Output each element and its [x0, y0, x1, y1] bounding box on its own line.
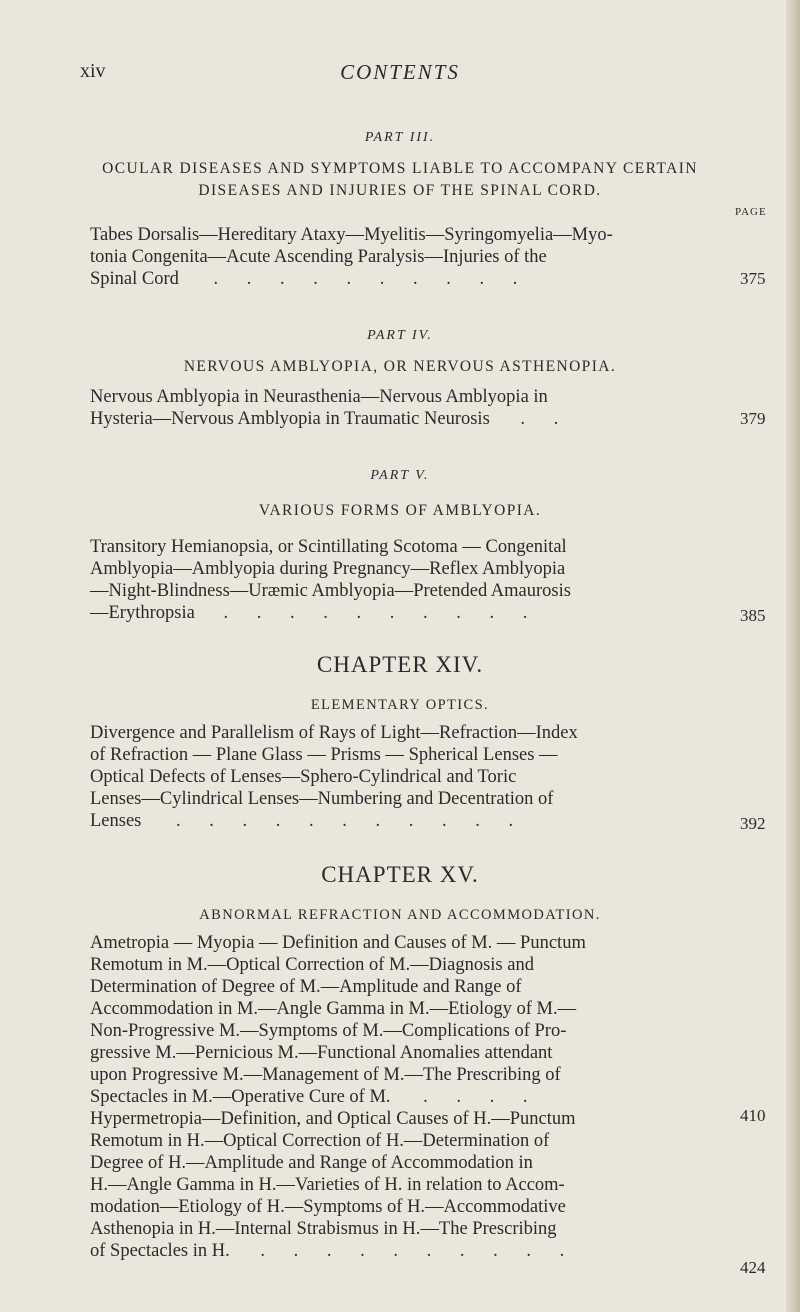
chapter-15-entry-hypermetropia [90, 1108, 710, 1262]
running-title: CONTENTS [340, 60, 460, 84]
entry-line: H.—Angle Gamma in H.—Varieties of H. in relation to Accom- [90, 1175, 565, 1195]
leader-dots: . . [520, 409, 571, 429]
entry-line: Degree of H.—Amplitude and Range of Accommodation in [90, 1153, 533, 1173]
chapter-15-heading: ABNORMAL REFRACTION AND ACCOMMODATION. [199, 907, 601, 923]
entry-line: Asthenopia in H.—Internal Strabismus in H.—The Prescribing [90, 1219, 557, 1239]
chapter-14-title: CHAPTER XIV. [316, 652, 484, 677]
page-ref-379: 379 [740, 409, 766, 428]
entry-line: Determination of Degree of M.—Amplitude and Range of [90, 977, 522, 997]
part-3-entry [90, 224, 710, 290]
part-5-heading: VARIOUS FORMS OF AMBLYOPIA. [258, 502, 542, 519]
entry-line: Ametropia — Myopia — Definition and Causes of M. — Punctum [90, 933, 586, 953]
chapter-14-heading: ELEMENTARY OPTICS. [310, 697, 490, 713]
part-4-entry [90, 386, 710, 430]
entry-line: Amblyopia—Amblyopia during Pregnancy—Reflex Amblyopia [90, 559, 566, 579]
part-3-heading-line2: DISEASES AND INJURIES OF THE SPINAL CORD. [198, 182, 602, 199]
leader-dots: . . . . [423, 1087, 540, 1107]
entry-line: Lenses—Cylindrical Lenses—Numbering and Decentration of [90, 789, 554, 809]
leader-dots: . . . . . . . . . . [213, 269, 530, 289]
entry-line: of Refraction — Plane Glass — Prisms — Spherical Lenses — [90, 745, 558, 765]
page-number: xiv [80, 60, 106, 82]
part-4-label: PART IV. [367, 328, 433, 343]
entry-line: Lenses [90, 811, 142, 831]
entry-line: of Spectacles in H. [90, 1241, 230, 1261]
entry-line: tonia Congenita—Acute Ascending Paralysis—Injuries of the [90, 247, 547, 267]
part-5-label: PART V. [370, 468, 430, 483]
entry-line: Tabes Dorsalis—Hereditary Ataxy—Myelitis—Syringomyelia—Myo- [90, 225, 613, 245]
entry-line: —Erythropsia [90, 603, 195, 623]
page-ref-385: 385 [740, 606, 766, 625]
chapter-14-entry [90, 722, 710, 832]
entry-line: Accommodation in M.—Angle Gamma in M.—Etiology of M.— [90, 999, 577, 1019]
part-5-entry [90, 536, 710, 624]
leader-dots: . . . . . . . . . . . [176, 811, 526, 831]
part-4-heading: NERVOUS AMBLYOPIA, OR NERVOUS ASTHENOPIA. [183, 358, 617, 375]
page-column-label: PAGE [735, 206, 767, 218]
entry-line: Hypermetropia—Definition, and Optical Causes of H.—Punctum [90, 1109, 576, 1129]
page-ref-424: 424 [740, 1258, 766, 1277]
page-ref-410: 410 [740, 1106, 766, 1125]
chapter-15-entry-myopia [90, 932, 710, 1108]
entry-line: Spinal Cord [90, 269, 179, 289]
part-3-heading-line1: OCULAR DISEASES AND SYMPTOMS LIABLE TO ACCOMPANY CERTAIN [102, 160, 698, 177]
entry-line: Remotum in H.—Optical Correction of H.—Determination of [90, 1131, 550, 1151]
entry-line: gressive M.—Pernicious M.—Functional Anomalies attendant [90, 1043, 553, 1063]
entry-line: Hysteria—Nervous Amblyopia in Traumatic Neurosis [90, 409, 490, 429]
part-3-label: PART III. [364, 130, 436, 145]
entry-line: Optical Defects of Lenses—Sphero-Cylindrical and Toric [90, 767, 517, 787]
entry-line: —Night-Blindness—Uræmic Amblyopia—Pretended Amaurosis [90, 581, 571, 601]
entry-line: modation—Etiology of H.—Symptoms of H.—Accommodative [90, 1197, 566, 1217]
page-ref-392: 392 [740, 814, 766, 833]
entry-line: Nervous Amblyopia in Neurasthenia—Nervous Amblyopia in [90, 387, 548, 407]
entry-line: Transitory Hemianopsia, or Scintillating Scotoma — Congenital [90, 537, 567, 557]
part-3-heading [60, 158, 740, 202]
entry-line: Non-Progressive M.—Symptoms of M.—Complications of Pro- [90, 1021, 567, 1041]
entry-line: Divergence and Parallelism of Rays of Light—Refraction—Index [90, 723, 578, 743]
running-head [0, 60, 800, 90]
entry-line: upon Progressive M.—Management of M.—The Prescribing of [90, 1065, 561, 1085]
leader-dots: . . . . . . . . . . [223, 603, 540, 623]
entry-line: Spectacles in M.—Operative Cure of M. [90, 1087, 391, 1107]
chapter-15-title: CHAPTER XV. [321, 862, 479, 887]
page-ref-375: 375 [740, 269, 766, 288]
leader-dots: . . . . . . . . . . [260, 1241, 577, 1261]
entry-line: Remotum in M.—Optical Correction of M.—Diagnosis and [90, 955, 534, 975]
